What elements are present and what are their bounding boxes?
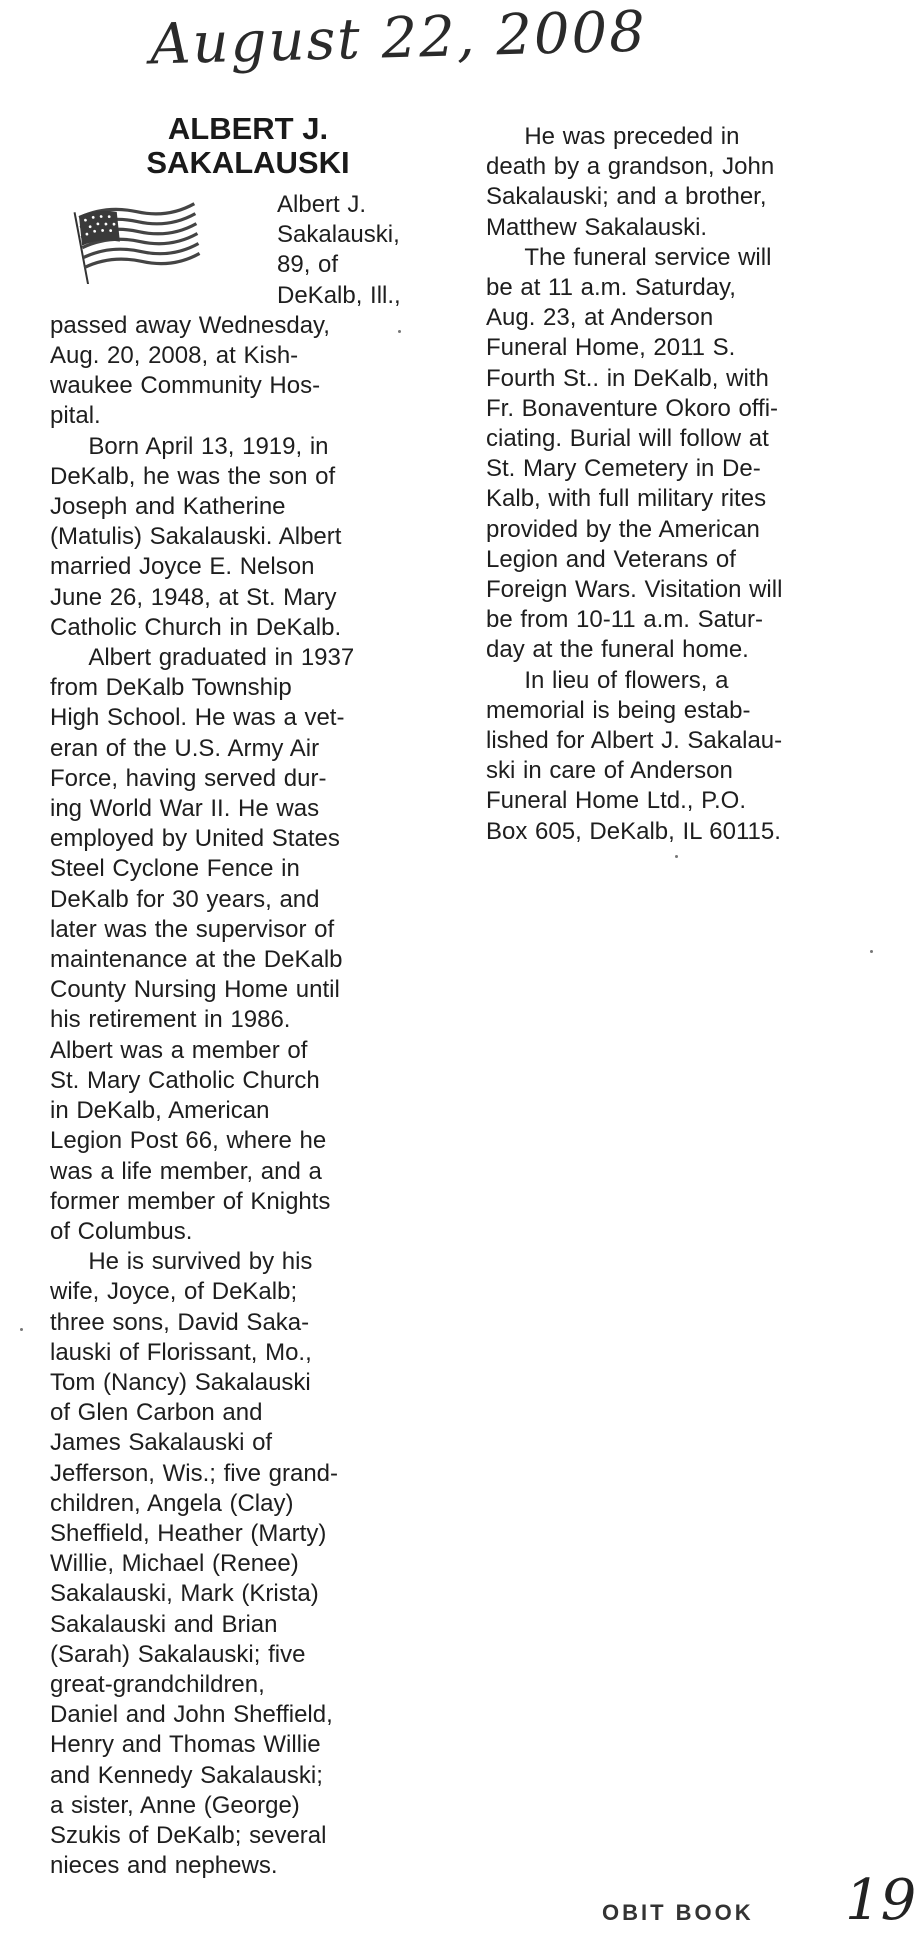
- text-line: Albert J.: [277, 191, 367, 218]
- text-line: Tom (Nancy) Sakalauski: [50, 1368, 311, 1396]
- text-line: DeKalb, Ill.,: [277, 281, 401, 309]
- text-line: Sakalauski, Mark (Krista): [50, 1580, 319, 1608]
- text-line: (Sarah) Sakalauski; five: [50, 1640, 306, 1668]
- text-line: High School. He was a vet-: [50, 704, 345, 732]
- text-line: Force, having served dur-: [50, 764, 327, 792]
- text-line: Sheffield, Heather (Marty): [50, 1519, 327, 1547]
- text-line: and Kennedy Sakalauski;: [50, 1761, 323, 1789]
- handwritten-date-annotation: August 22, 2008: [149, 0, 648, 78]
- scan-speck: [20, 1328, 23, 1331]
- text-line: DeKalb, he was the son of: [50, 462, 336, 490]
- text-line: The funeral service will: [486, 243, 772, 271]
- text-line: St. Mary Cemetery in De-: [486, 455, 761, 483]
- text-line: maintenance at the DeKalb: [50, 946, 343, 974]
- text-line: death by a grandson, John: [486, 153, 775, 181]
- text-line: of Glen Carbon and: [50, 1399, 263, 1427]
- text-line: 89, of: [277, 251, 339, 279]
- text-line: Albert graduated in 1937: [50, 644, 355, 672]
- text-line: (Matulis) Sakalauski. Albert: [50, 523, 342, 551]
- text-line: Fr. Bonaventure Okoro offi-: [486, 394, 779, 422]
- text-line: Sakalauski,: [277, 221, 400, 249]
- text-line: great-grandchildren,: [50, 1670, 265, 1698]
- scan-speck: [675, 855, 678, 858]
- text-line: passed away Wednesday,: [50, 311, 330, 339]
- text-line: was a life member, and a: [50, 1157, 322, 1185]
- text-line: Foreign Wars. Visitation will: [486, 576, 783, 604]
- text-line: from DeKalb Township: [50, 674, 292, 702]
- text-line: married Joyce E. Nelson: [50, 553, 315, 581]
- text-line: County Nursing Home until: [50, 976, 340, 1004]
- text-line: nieces and nephews.: [50, 1852, 278, 1880]
- text-line: Jefferson, Wis.; five grand-: [50, 1459, 338, 1487]
- text-line: DeKalb for 30 years, and: [50, 885, 320, 913]
- page-number: 19: [845, 1868, 917, 1933]
- text-line: Kalb, with full military rites: [486, 485, 767, 513]
- text-line: He was preceded in: [486, 123, 740, 150]
- text-line: in DeKalb, American: [50, 1097, 270, 1125]
- text-line: St. Mary Catholic Church: [50, 1066, 320, 1094]
- text-line: In lieu of flowers, a: [486, 666, 729, 694]
- text-line: Box 605, DeKalb, IL 60115.: [486, 817, 781, 845]
- text-line: Catholic Church in DeKalb.: [50, 613, 342, 641]
- text-line: pital.: [50, 402, 101, 430]
- text-line: ing World War II. He was: [50, 795, 320, 823]
- text-line: Joseph and Katherine: [50, 493, 286, 521]
- text-line: former member of Knights: [50, 1187, 331, 1215]
- text-line: waukee Community Hos-: [50, 372, 321, 400]
- text-line: Aug. 23, at Anderson: [486, 304, 714, 332]
- text-line: his retirement in 1986.: [50, 1006, 291, 1034]
- text-line: lauski of Florissant, Mo.,: [50, 1338, 312, 1366]
- text-line: Szukis of DeKalb; several: [50, 1821, 327, 1849]
- text-line: He is survived by his: [50, 1248, 313, 1276]
- text-line: provided by the American: [486, 515, 760, 543]
- text-line: Sakalauski; and a brother,: [486, 183, 767, 211]
- scan-speck: [870, 950, 873, 953]
- text-line: Henry and Thomas Willie: [50, 1731, 321, 1759]
- text-line: day at the funeral home.: [486, 636, 749, 664]
- text-line: memorial is being estab-: [486, 696, 751, 724]
- text-line: Legion and Veterans of: [486, 545, 736, 573]
- text-line: Willie, Michael (Renee): [50, 1550, 299, 1578]
- text-line: later was the supervisor of: [50, 915, 335, 943]
- text-line: James Sakalauski of: [50, 1429, 273, 1457]
- text-line: Daniel and John Sheffield,: [50, 1701, 333, 1729]
- text-line: Legion Post 66, where he: [50, 1127, 327, 1155]
- scan-speck: [398, 330, 401, 333]
- obit-book-stamp: OBIT BOOK: [602, 1900, 754, 1925]
- text-line: three sons, David Saka-: [50, 1308, 310, 1336]
- text-line: Funeral Home Ltd., P.O.: [486, 787, 747, 815]
- obituary-headline: [118, 112, 378, 180]
- obituary-column-2: [486, 122, 846, 847]
- text-line: Fourth St.. in DeKalb, with: [486, 364, 769, 392]
- text-line: Sakalauski and Brian: [50, 1610, 278, 1638]
- text-line: Albert was a member of: [50, 1036, 308, 1064]
- text-line: of Columbus.: [50, 1217, 193, 1245]
- text-line: be from 10-11 a.m. Satur-: [486, 606, 763, 634]
- text-line: eran of the U.S. Army Air: [50, 734, 320, 762]
- text-line: Matthew Sakalauski.: [486, 213, 708, 241]
- text-line: a sister, Anne (George): [50, 1791, 300, 1819]
- obituary-column-1: [50, 190, 420, 1881]
- text-line: ciating. Burial will follow at: [486, 425, 769, 453]
- text-line: employed by United States: [50, 825, 340, 853]
- text-line: Born April 13, 1919, in: [50, 432, 329, 460]
- headline-name-line2: SAKALAUSKI: [146, 145, 350, 180]
- text-line: children, Angela (Clay): [50, 1489, 294, 1517]
- text-line: Steel Cyclone Fence in: [50, 855, 300, 883]
- text-line: lished for Albert J. Sakalau-: [486, 727, 783, 755]
- text-line: wife, Joyce, of DeKalb;: [50, 1278, 298, 1306]
- text-line: Aug. 20, 2008, at Kish-: [50, 342, 299, 370]
- text-line: ski in care of Anderson: [486, 757, 733, 785]
- headline-name-line1: ALBERT J.: [167, 111, 329, 146]
- text-line: Funeral Home, 2011 S.: [486, 334, 736, 362]
- text-line: June 26, 1948, at St. Mary: [50, 583, 337, 611]
- text-line: be at 11 a.m. Saturday,: [486, 274, 736, 302]
